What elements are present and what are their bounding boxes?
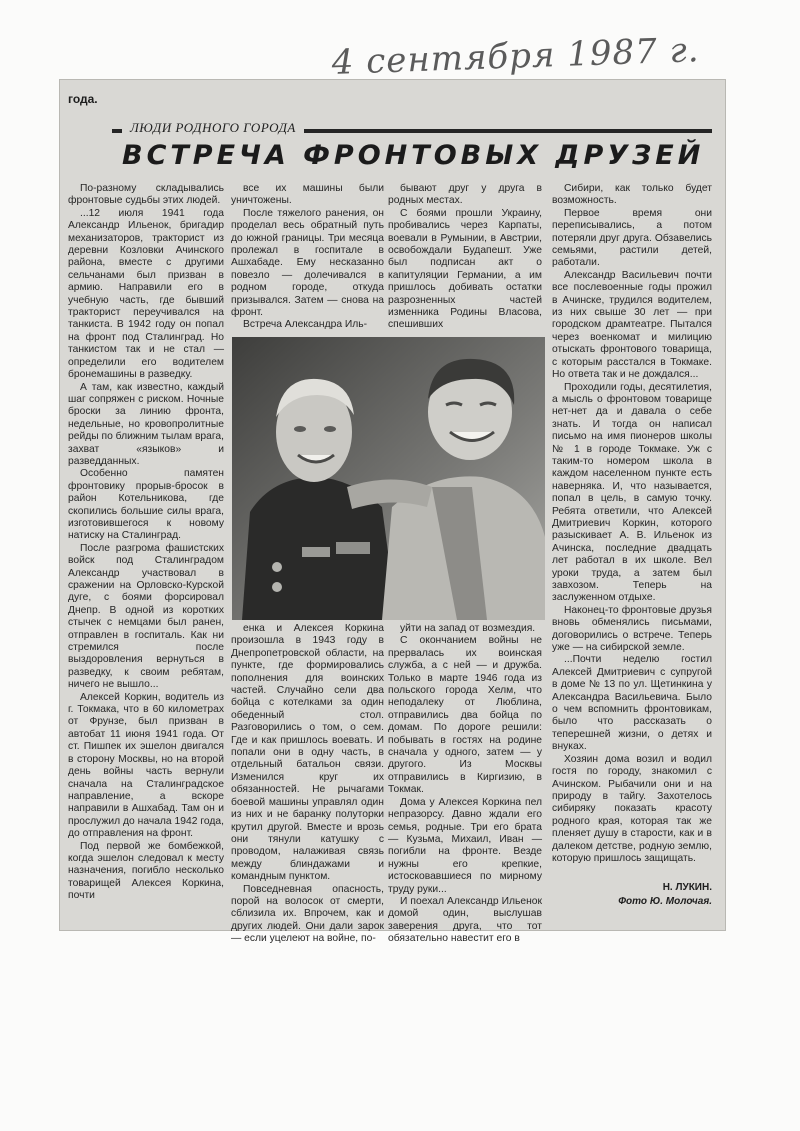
article-paragraph: енка и Алексея Коркина произошла в 1943 году в Днепропетровской области, на пункте, где формировались пополнения для воинских частей. Случайно сели два бойца с котелками за один обеденный стол. Разговорились о том, о сем. Где и как пришлось воевать. И попали они в одну часть, в отдельный батальон связи. Изменился круг их обязанностей. Не рычагами боевой машины управлял один из них и не баранку полуторки крутил другой. Вместе и врозь они тянули катушку с проводом, налаживая связь между блиндажами и командным пунктом. [231,623,384,883]
author-name: Н. ЛУКИН. [662,882,712,893]
article-column-2-bottom [231,623,384,945]
article-column-1 [68,183,224,923]
handwritten-date: 4 сентября 1987 г. [331,30,701,83]
article-column-4 [552,183,712,883]
previous-article-fragment: года. [68,92,98,106]
article-column-3-top [388,183,542,333]
article-column-2-top [231,183,384,333]
veterans-photo [232,337,545,620]
article-paragraph: После тяжелого ранения, он проделал весь обратный путь до южной границы. Три месяца пролежал в госпитале в Ашхабаде. Ему несказанно повезло — долечивался в родном городе, откуда призывался. Затем — снова на фронт. [231,207,384,319]
article-paragraph: уйти на запад от возмездия. [400,623,536,634]
article-paragraph: Наконец-то фронтовые друзья вновь обменялись письмами, договорились о встрече. Теперь уже — на сибирской земле. [552,604,712,654]
article-column-3-bottom [388,623,542,945]
article-paragraph: С боями прошли Украину, пробивались через Карпаты, воевали в Румынии, в Австрии, освобождали Будапешт. Уже был подписан акт о капитуляции Германии, а им пришлось добивать остатки разрозненных частей изменника Родины Власова, спешивших [388,207,542,331]
photo-credit: Фото Ю. Молочая. [618,896,712,907]
article-headline: ВСТРЕЧА ФРОНТОВЫХ ДРУЗЕЙ [122,140,705,171]
article-paragraph: Александр Васильевич почти все послевоенные годы прожил в Ачинске, трудился водителем, из них свыше 30 лет — при городском драмтеатре. Пытался через военкомат и милицию отыскать фронтового товарища, с которым расстался в Токмаке. Но ответа так и не дождался... [552,269,712,381]
article-paragraph: А там, как известно, каждый шаг сопряжен с риском. Ночные броски за линию фронта, недельные, но кровопролитные рейды по ближним тылам врага, захват «языков» и разведданных. [68,381,224,467]
article-paragraph: все их машины были уничтожены. [231,183,384,207]
article-paragraph: Алексей Коркин, водитель из г. Токмака, что в 60 километрах от Фрунзе, был призван в автобат 11 июня 1941 года. От ст. Пишпек их эшелон двигался в сторону Москвы, но на второй день войны часть вернули сначала на Сталинградское направление, а вскоре направили в Ашхабад. Там он и прослужил до начала 1942 года, до отправления на фронт. [68,691,224,840]
article-paragraph: ...Почти неделю гостил Алексей Дмитриевич с супругой в доме № 13 по ул. Щетинкина у Александра Васильевича. Было о чем вспомнить фронтовикам, было что рассказать о теперешней жизни, о детях и внуках. [552,654,712,753]
article-paragraph: Особенно памятен фронтовику прорыв-бросок в район Котельникова, где скопились большие силы врага, изготовившегося к новому натиску на Сталинград. [68,468,224,542]
article-paragraph: Повседневная опасность, порой на волосок от смерти, сблизила их. Впрочем, как и других людей. Они дали зарок — если уцелеют на войне, по- [231,883,384,945]
article-paragraph: После разгрома фашистских войск под Сталинградом Александр участвовал в сражении на Орловско-Курской дуге, с боями форсировал Днепр. В одной из коротких стычек с немцами был ранен, отправлен в госпиталь. Как ни стремился после выздоровления вернуться в разведку, к своим ребятам, ничего не вышло... [68,542,224,691]
article-paragraph: Первое время они переписывались, а потом потеряли друг друга. Обзавелись семьями, растили детей, работали. [552,207,712,269]
rubric-label: ЛЮДИ РОДНОГО ГОРОДА [122,120,304,136]
article-paragraph: Под первой же бомбежкой, когда эшелон следовал к месту назначения, погибло несколько товарищей Алексея Коркина, почти [68,840,224,902]
byline [552,881,712,909]
article-paragraph: Хозяин дома возил и водил гостя по городу, знакомил с Ачинском. Рыбачили они и на природу в тайгу. Захотелось сибиряку показать красоту родного края, которая так же пленяет душу в старости, как и в далеком детстве, родную землю, которую пришлось защищать. [552,753,712,864]
article-paragraph: Проходили годы, десятилетия, а мысль о фронтовом товарище нет-нет да и давала о себе знать. И тогда он написал письмо на имя пионеров школы № 1 в городе Токмаке. Уж с таким-то номером школа в каждом населенном пункте есть наверняка. И, что называется, попал в цель, в самую точку. Ребята ответили, что Алексей Дмитриевич Коркин, которого разыскивает А. В. Ильенок из Ачинска, последние двадцать лет работал в их школе. Вел уроки труда, а затем был завхозом. Теперь на заслуженном отдыхе. [552,381,712,604]
article-paragraph: Встреча Александра Иль- [243,319,368,331]
article-paragraph: Дома у Алексея Коркина пел непразорсу. Давно ждали его семья, родные. Три его брата — Кузьма, Михаил, Иван — погибли на фронте. Везде нужны его крепкие, истосковавшиеся по мирному труду руки... [388,796,542,895]
article-paragraph: По-разному складывались фронтовые судьбы этих людей. [68,183,224,207]
article-paragraph: Сибири, как только будет возможность. [552,183,712,207]
article-paragraph: И поехал Александр Ильенок домой один, выслушав заверения друга, что тот обязательно навестит его в [388,895,542,945]
article-paragraph: бывают друг у друга в родных местах. [388,183,542,207]
article-paragraph: ...12 июля 1941 года Александр Ильенок, бригадир механизаторов, тракторист из деревни Козловки Ачинского района, вместе с другими сельчанами был призван в армию. Направили его в учебную часть, где бывший тракторист переучивался на танкиста. В 1942 году он попал на фронт под Сталинград. Но танкистом так и не стал — определили его водителем бронемашины в разведку. [68,207,224,381]
article-paragraph: С окончанием войны не прервалась их воинская служба, а с ней — и дружба. Только в марте 1946 года из польского города Хелм, что неподалеку от Люблина, отправились два бойца по домам. По дороге решили: побывать в гостях на родине сначала у одного, затем — у другого. Из Москвы отправились в Киргизию, в Токмак. [388,635,542,796]
